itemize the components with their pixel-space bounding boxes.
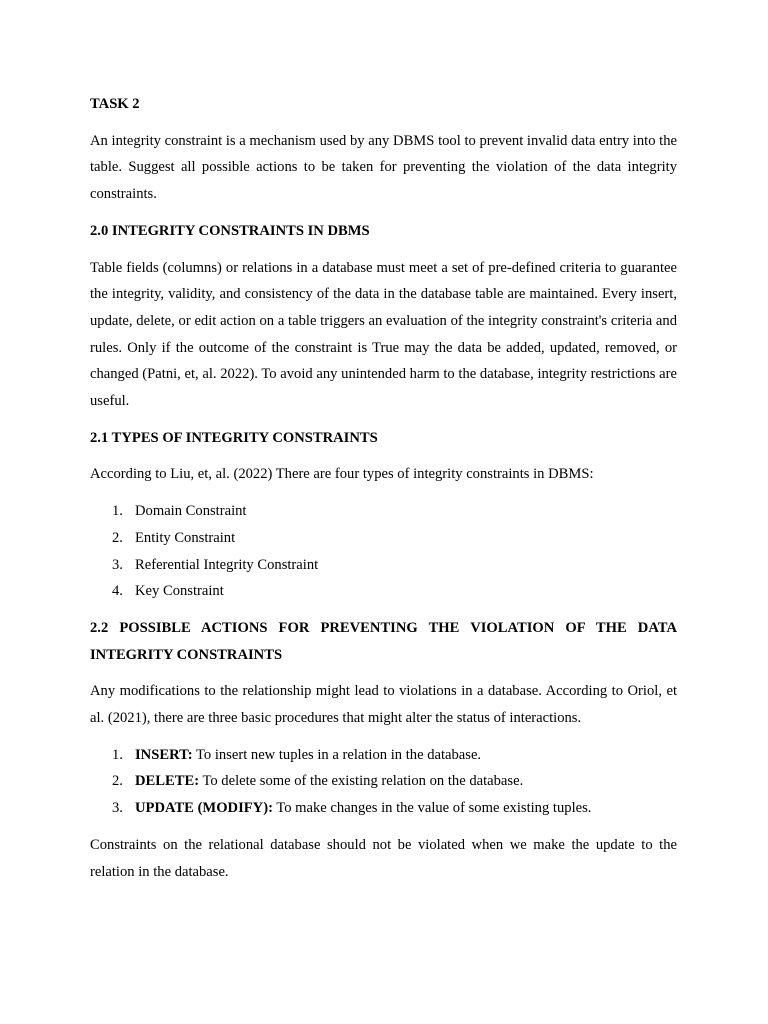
section-2-1-heading: 2.1 TYPES OF INTEGRITY CONSTRAINTS	[90, 429, 378, 446]
section-2-1-intro: According to Liu, et, al. (2022) There are four types of integrity constraints in DBMS:	[90, 466, 594, 483]
section-2-2-conclusion: Constraints on the relational database should not be violated when we make the update to the relation in the database.	[90, 836, 677, 880]
list-item-keyword: UPDATE (MODIFY):	[135, 800, 273, 817]
task-title: TASK 2	[90, 96, 140, 112]
list-item	[90, 498, 677, 525]
section-2-0-paragraph: Table fields (columns) or relations in a database must meet a set of pre-defined criteria to guarantee the integrity, validity, and consistency of the data in the database table are maintained. Every insert, update, delete, or edit action on a table triggers an evaluation of the integrity constraint's criteria and rules. Only if the outcome of the constraint is True may the data be added, updated, removed, or changed (Patni, et, al. 2022). To avoid any unintended harm to the database, integrity restrictions are useful.	[90, 259, 677, 410]
document-page	[90, 91, 677, 895]
list-item-text: Referential Integrity Constraint	[135, 556, 319, 573]
list-item-number: 1.	[112, 746, 123, 763]
list-item-text: To make changes in the value of some existing tuples.	[272, 800, 592, 817]
task-intro-paragraph: An integrity constraint is a mechanism used by any DBMS tool to prevent invalid data entry into the table. Suggest all possible actions to be taken for preventing the violation of the data integrity constraints.	[90, 132, 677, 203]
list-item-text: Domain Constraint	[135, 503, 247, 520]
list-item-number: 4.	[112, 583, 123, 600]
constraint-types-list	[90, 498, 677, 605]
list-item	[90, 552, 677, 579]
list-item-text: Entity Constraint	[135, 529, 236, 546]
list-item	[90, 525, 677, 552]
list-item-text: To insert new tuples in a relation in the database.	[192, 746, 482, 763]
section-2-2-heading: 2.2 POSSIBLE ACTIONS FOR PREVENTING THE VIOLATION OF THE DATA INTEGRITY CONSTRAINTS	[90, 619, 677, 663]
list-item-keyword: DELETE:	[135, 773, 200, 790]
list-item-keyword: INSERT:	[135, 746, 193, 763]
list-item	[90, 768, 677, 795]
list-item	[90, 742, 677, 769]
section-2-2-intro: Any modifications to the relationship might lead to violations in a database. According to Oriol, et al. (2021), there are three basic procedures that might alter the status of interactions.	[90, 683, 677, 727]
list-item	[90, 795, 677, 822]
list-item-text: Key Constraint	[135, 583, 224, 600]
list-item-number: 2.	[112, 529, 123, 546]
procedures-list	[90, 742, 677, 822]
list-item	[90, 578, 677, 605]
list-item-text: To delete some of the existing relation on the database.	[199, 773, 524, 790]
list-item-number: 3.	[112, 800, 123, 817]
list-item-number: 3.	[112, 556, 123, 573]
section-2-0-heading: 2.0 INTEGRITY CONSTRAINTS IN DBMS	[90, 222, 370, 239]
list-item-number: 1.	[112, 503, 123, 520]
list-item-number: 2.	[112, 773, 123, 790]
